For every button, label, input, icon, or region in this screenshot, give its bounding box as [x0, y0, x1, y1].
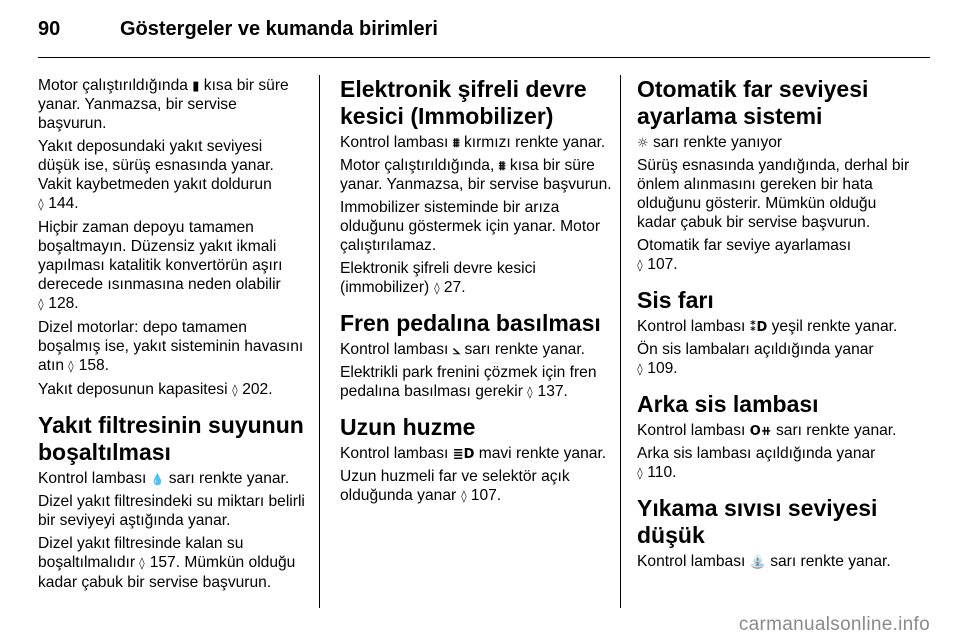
- reference-icon: ◊: [139, 556, 146, 570]
- watermark: carmanualsonline.info: [738, 614, 930, 635]
- page-reference[interactable]: 107.: [647, 256, 678, 273]
- paragraph: Ön sis lambaları açıldığında yanar ◊ 109.: [637, 341, 874, 377]
- paragraph: Kontrol lambası O⧺ sarı renkte yanar.: [637, 422, 897, 439]
- page-reference[interactable]: 107.: [470, 487, 502, 504]
- headlight-level-icon: ☼: [637, 136, 649, 151]
- rear-fog-icon: O⧺: [749, 424, 772, 439]
- page-header: [38, 14, 930, 44]
- paragraph: Elektrikli park frenini çözmek için fren pedalına basılması gerekir ◊ 137.: [340, 364, 597, 400]
- paragraph: Yakıt deposunun kapasitesi ◊ 202.: [38, 381, 273, 398]
- paragraph: Kontrol lambası ⦣ sarı renkte yanar.: [340, 341, 585, 358]
- reference-icon: ◊: [637, 362, 643, 376]
- column-1: [38, 76, 306, 596]
- paragraph: Elektronik şifreli devre kesici (immobilizer) ◊ 27.: [340, 260, 536, 296]
- page-reference[interactable]: 128.: [48, 295, 79, 312]
- page-number: 90: [38, 18, 61, 40]
- reference-icon: ◊: [527, 385, 533, 399]
- reference-icon: ◊: [637, 466, 643, 480]
- page-reference[interactable]: 109.: [647, 360, 678, 377]
- paragraph: Dizel motorlar: depo tamamen boşalmış ise, yakıt sisteminin havasını atın ◊ 158.: [38, 319, 304, 374]
- reference-icon: ◊: [38, 297, 44, 311]
- column-divider-2: [620, 75, 621, 608]
- reference-icon: ◊: [433, 281, 440, 295]
- section-heading: Arka sis lambası: [637, 391, 819, 417]
- high-beam-icon: ≣D: [452, 447, 475, 462]
- column-2: [340, 76, 612, 510]
- page-reference[interactable]: 27.: [443, 279, 466, 296]
- paragraph: Otomatik far seviye ayarlaması ◊ 107.: [637, 237, 852, 273]
- paragraph: Kontrol lambası ⁑D yeşil renkte yanar.: [637, 318, 898, 335]
- page-reference[interactable]: 110.: [647, 464, 677, 481]
- washer-fluid-icon: ⛲: [749, 555, 766, 570]
- paragraph: Arka sis lambası açıldığında yanar ◊ 110.: [637, 445, 876, 481]
- paragraph: Motor çalıştırıldığında, ⩩ kısa bir süre yanar. Yanmazsa, bir servise başvurun.: [340, 157, 612, 193]
- column-divider-1: [319, 75, 320, 608]
- paragraph: Motor çalıştırıldığında ▮ kısa bir süre yanar. Yanmazsa, bir servise başvurun.: [38, 77, 289, 132]
- section-heading: Elektronik şifreli devre kesici (Immobilizer): [340, 76, 587, 129]
- page-reference[interactable]: 202.: [242, 381, 273, 398]
- paragraph: Dizel yakıt filtresinde kalan su boşaltılmalıdır ◊ 157. Mümkün olduğu kadar çabuk bir servise başvurun.: [38, 535, 296, 591]
- page-title: Göstergeler ve kumanda birimleri: [120, 18, 438, 40]
- reference-icon: ◊: [460, 489, 467, 503]
- section-heading: Yıkama sıvısı seviyesi düşük: [637, 495, 878, 548]
- paragraph: ☼ sarı renkte yanıyor: [637, 134, 783, 151]
- paragraph: Hiçbir zaman depoyu tamamen boşaltmayın. Düzensiz yakıt ikmali yapılması katalitik konvertörün aşırı derecede ısınmasına neden olabilir ◊ 128.: [38, 219, 283, 312]
- paragraph: Uzun huzmeli far ve selektör açık olduğunda yanar ◊ 107.: [340, 468, 570, 504]
- page-reference[interactable]: 144.: [48, 195, 79, 212]
- paragraph: Kontrol lambası ⛲ sarı renkte yanar.: [637, 553, 891, 570]
- section-heading: Uzun huzme: [340, 414, 476, 440]
- reference-icon: ◊: [637, 258, 643, 272]
- reference-icon: ◊: [232, 383, 238, 397]
- reference-icon: ◊: [68, 359, 74, 373]
- section-heading: Yakıt filtresinin suyunun boşaltılması: [38, 412, 304, 465]
- preheat-icon: ▮: [192, 79, 200, 94]
- section-heading: Fren pedalına basılması: [340, 310, 601, 336]
- section-heading: Otomatik far seviyesi ayarlama sistemi: [637, 76, 869, 129]
- immobilizer-icon: ⩩: [452, 136, 460, 151]
- paragraph: Yakıt deposundaki yakıt seviyesi düşük ise, sürüş esnasında yanar. Vakit kaybetmeden yakıt doldurun ◊ 144.: [38, 138, 274, 212]
- immobilizer-icon: ⩩: [498, 159, 506, 174]
- paragraph: Kontrol lambası ≣D mavi renkte yanar.: [340, 445, 607, 462]
- paragraph: Sürüş esnasında yandığında, derhal bir önlem alınmasını gereken bir hata olduğunu gösterir. Mümkün olduğu kadar çabuk bir servise başvurun.: [637, 157, 910, 231]
- brake-pedal-icon: ⦣: [452, 343, 461, 358]
- paragraph: Immobilizer sisteminde bir arıza olduğunu göstermek için yanar. Motor çalıştırılamaz.: [340, 199, 601, 254]
- page-reference[interactable]: 137.: [537, 383, 568, 400]
- page-reference[interactable]: 158.: [78, 357, 109, 374]
- paragraph: Kontrol lambası 💧 sarı renkte yanar.: [38, 470, 290, 487]
- front-fog-icon: ⁑D: [749, 320, 768, 335]
- water-drop-icon: 💧: [150, 473, 165, 486]
- page-reference[interactable]: 157.: [149, 554, 181, 571]
- reference-icon: ◊: [38, 197, 44, 211]
- header-rule: [38, 57, 930, 58]
- paragraph: Kontrol lambası ⩩ kırmızı renkte yanar.: [340, 134, 606, 151]
- section-heading: Sis farı: [637, 287, 714, 313]
- column-3: [637, 76, 919, 575]
- paragraph: Dizel yakıt filtresindeki su miktarı belirli bir seviyeyi aştığında yanar.: [38, 493, 305, 529]
